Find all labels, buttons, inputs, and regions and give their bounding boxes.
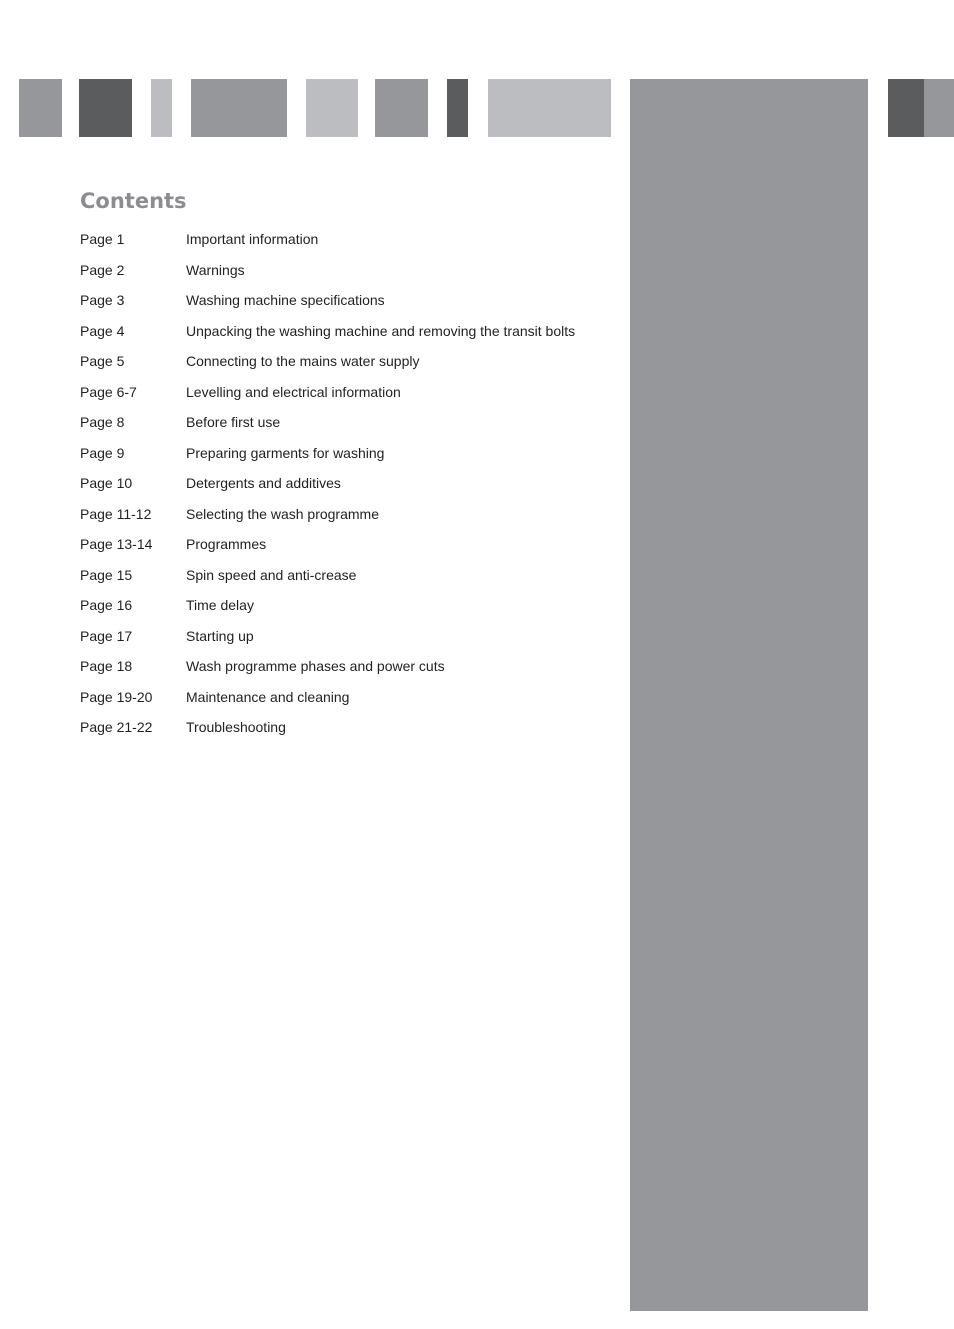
header-block-8 (488, 79, 611, 137)
toc-entry-label: Preparing garments for washing (186, 444, 385, 461)
toc-entry-label: Wash programme phases and power cuts (186, 658, 445, 675)
toc-row (80, 407, 620, 438)
toc-entry-label: Starting up (186, 627, 254, 644)
toc-entry-label: Programmes (186, 536, 267, 553)
toc-row (80, 346, 620, 377)
header-block-1 (19, 79, 62, 137)
contents-section (80, 186, 620, 743)
toc-row (80, 224, 620, 255)
header-block-10 (924, 79, 954, 137)
toc-row (80, 621, 620, 652)
toc-entry-label: Time delay (186, 597, 254, 614)
page-title: Contents (80, 189, 187, 213)
toc-page-number: Page 16 (80, 597, 133, 614)
toc-entry-label: Selecting the wash programme (186, 505, 379, 522)
toc-row (80, 377, 620, 408)
toc-row (80, 651, 620, 682)
toc-page-number: Page 1 (80, 231, 125, 248)
toc-entry-label: Troubleshooting (186, 719, 286, 736)
toc-row (80, 316, 620, 347)
toc-row (80, 682, 620, 713)
toc-page-number: Page 8 (80, 414, 125, 431)
toc-page-number: Page 21-22 (80, 719, 153, 736)
toc-page-number: Page 15 (80, 566, 133, 583)
toc-page-number: Page 11-12 (80, 505, 152, 522)
toc-entry-label: Levelling and electrical information (186, 383, 401, 400)
toc-row (80, 499, 620, 530)
header-block-6 (375, 79, 428, 137)
toc-page-number: Page 2 (80, 261, 125, 278)
toc-page-number: Page 6-7 (80, 383, 137, 400)
toc-page-number: Page 9 (80, 444, 125, 461)
toc-row (80, 468, 620, 499)
toc-page-number: Page 18 (80, 658, 133, 675)
toc-row (80, 529, 620, 560)
toc-entry-label: Connecting to the mains water supply (186, 353, 420, 370)
header-block-7 (447, 79, 468, 137)
toc-row (80, 438, 620, 469)
toc-page-number: Page 13-14 (80, 536, 153, 553)
toc-page-number: Page 17 (80, 627, 133, 644)
toc-entry-label: Warnings (186, 261, 245, 278)
toc-page-number: Page 4 (80, 322, 125, 339)
header-block-2 (79, 79, 132, 137)
toc-entry-label: Unpacking the washing machine and removing the transit bolts (186, 322, 576, 339)
sidebar-column (630, 79, 868, 1311)
header-block-4 (191, 79, 287, 137)
toc-entry-label: Detergents and additives (186, 475, 341, 492)
toc-entry-label: Spin speed and anti-crease (186, 566, 357, 583)
toc-page-number: Page 5 (80, 353, 125, 370)
toc-row (80, 285, 620, 316)
toc-entry-label: Maintenance and cleaning (186, 688, 350, 705)
toc-row (80, 712, 620, 743)
header-block-9 (888, 79, 924, 137)
toc-entry-label: Important information (186, 231, 319, 248)
header-block-5 (306, 79, 358, 137)
header-block-3 (151, 79, 172, 137)
toc-row (80, 560, 620, 591)
toc-row (80, 590, 620, 621)
toc-row (80, 255, 620, 286)
toc-entry-label: Washing machine specifications (186, 292, 385, 309)
toc-list (80, 224, 620, 743)
toc-page-number: Page 3 (80, 292, 125, 309)
toc-page-number: Page 10 (80, 475, 133, 492)
toc-entry-label: Before first use (186, 414, 281, 431)
toc-page-number: Page 19-20 (80, 688, 153, 705)
